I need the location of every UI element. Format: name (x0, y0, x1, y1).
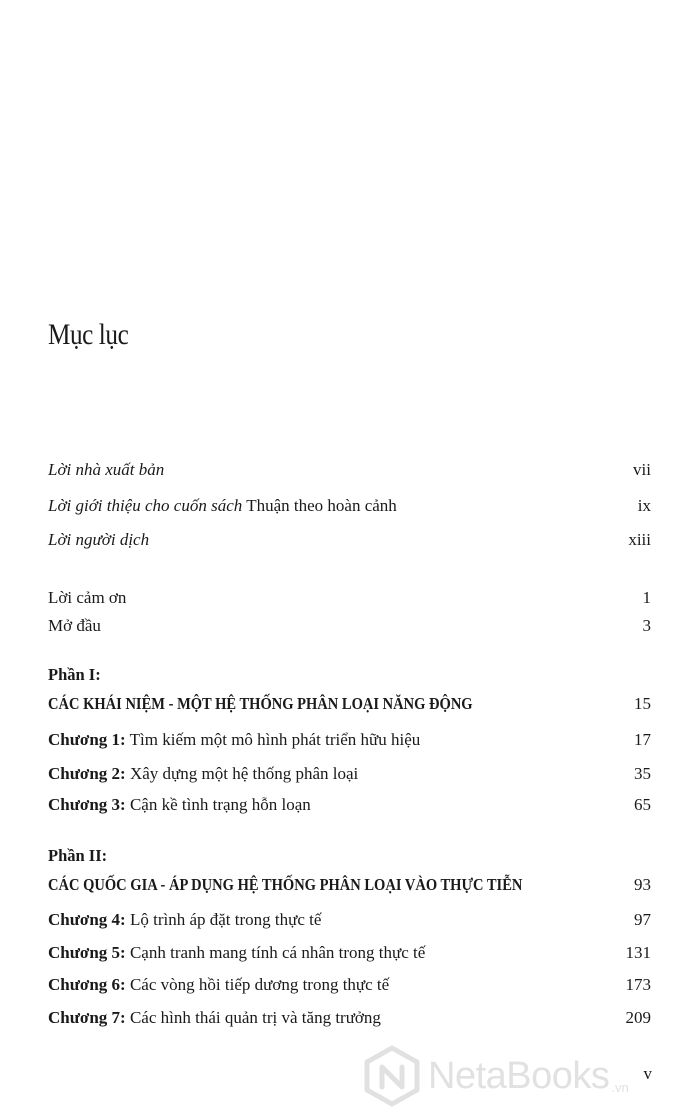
part-label: Phần I: (48, 665, 101, 684)
toc-entry-title: Mở đầu (48, 616, 101, 635)
chapter-label: Chương 3: (48, 795, 126, 814)
toc-part-title (48, 692, 651, 716)
toc-page-number: ix (637, 496, 651, 515)
toc-chapter-entry (48, 908, 651, 932)
chapter-title: Cận kề tình trạng hỗn loạn (129, 795, 311, 814)
toc-entry-title: Lời cảm ơn (48, 588, 127, 607)
chapter-title: Cạnh tranh mang tính cá nhân trong thực tế (129, 943, 426, 962)
chapter-line (48, 941, 425, 965)
toc-entry-acknowledgements (48, 586, 651, 610)
toc-entry-book-introduction (48, 494, 651, 518)
chapter-label: Chương 1: (48, 730, 126, 749)
chapter-title: Tìm kiếm một mô hình phát triển hữu hiệu (129, 730, 421, 749)
chapter-title: Lộ trình áp đặt trong thực tế (129, 910, 322, 929)
chapter-label: Chương 7: (48, 1008, 126, 1027)
toc-chapter-entry (48, 793, 651, 817)
toc-page-number: 1 (642, 588, 651, 607)
netabooks-logo-icon (362, 1045, 422, 1107)
toc-page-number: 173 (625, 975, 651, 994)
toc-entry-title: Lời người dịch (48, 530, 150, 549)
chapter-label: Chương 2: (48, 764, 126, 783)
chapter-line (48, 908, 321, 932)
chapter-title: Xây dựng một hệ thống phân loại (129, 764, 359, 783)
part-title: CÁC KHÁI NIỆM - MỘT HỆ THỐNG PHÂN LOẠI NĂNG ĐỘNG (48, 694, 473, 713)
toc-chapter-entry (48, 1006, 651, 1030)
toc-chapter-entry (48, 973, 651, 997)
toc-page-number: 35 (634, 764, 651, 783)
page-title: Mục lục (48, 318, 129, 351)
page-folio: v (643, 1064, 652, 1083)
toc-page-number: 209 (625, 1008, 651, 1027)
chapter-line (48, 728, 420, 752)
chapter-line (48, 973, 389, 997)
chapter-label: Chương 6: (48, 975, 126, 994)
toc-entry-title-plain: Thuận theo hoàn cảnh (246, 496, 397, 515)
toc-page-number: xiii (628, 530, 651, 549)
toc-entry-introduction (48, 614, 651, 638)
toc-chapter-entry (48, 728, 651, 752)
toc-entry-title (48, 494, 397, 518)
part-label: Phần II: (48, 846, 108, 865)
toc-part-title (48, 873, 651, 897)
toc-page-number: 17 (634, 730, 651, 749)
toc-page-number: 15 (634, 694, 651, 713)
chapter-label: Chương 5: (48, 943, 126, 962)
toc-entry-title: Lời nhà xuất bản (48, 460, 165, 479)
toc-chapter-entry (48, 941, 651, 965)
chapter-title: Các hình thái quản trị và tăng trưởng (129, 1008, 381, 1027)
watermark-text: NetaBooks (428, 1055, 610, 1097)
chapter-title: Các vòng hồi tiếp dương trong thực tế (129, 975, 390, 994)
toc-page-number: 131 (625, 943, 651, 962)
toc-page-number: vii (633, 460, 651, 479)
chapter-line (48, 762, 358, 786)
toc-page-number: 65 (634, 795, 651, 814)
chapter-label: Chương 4: (48, 910, 126, 929)
toc-page-number: 3 (642, 616, 651, 635)
toc-page-number: 93 (634, 875, 651, 894)
toc-entry-publisher-note (48, 458, 651, 482)
watermark (362, 1045, 629, 1107)
chapter-line (48, 793, 311, 817)
chapter-line (48, 1006, 381, 1030)
watermark-suffix: .vn (611, 1079, 629, 1095)
toc-entry-translator-note (48, 528, 651, 552)
toc-entry-title-italic: Lời giới thiệu cho cuốn sách (48, 496, 243, 515)
toc-page-number: 97 (634, 910, 651, 929)
toc-chapter-entry (48, 762, 651, 786)
part-title: CÁC QUỐC GIA - ÁP DỤNG HỆ THỐNG PHÂN LOẠI VÀO THỰC TIỄN (48, 875, 523, 894)
